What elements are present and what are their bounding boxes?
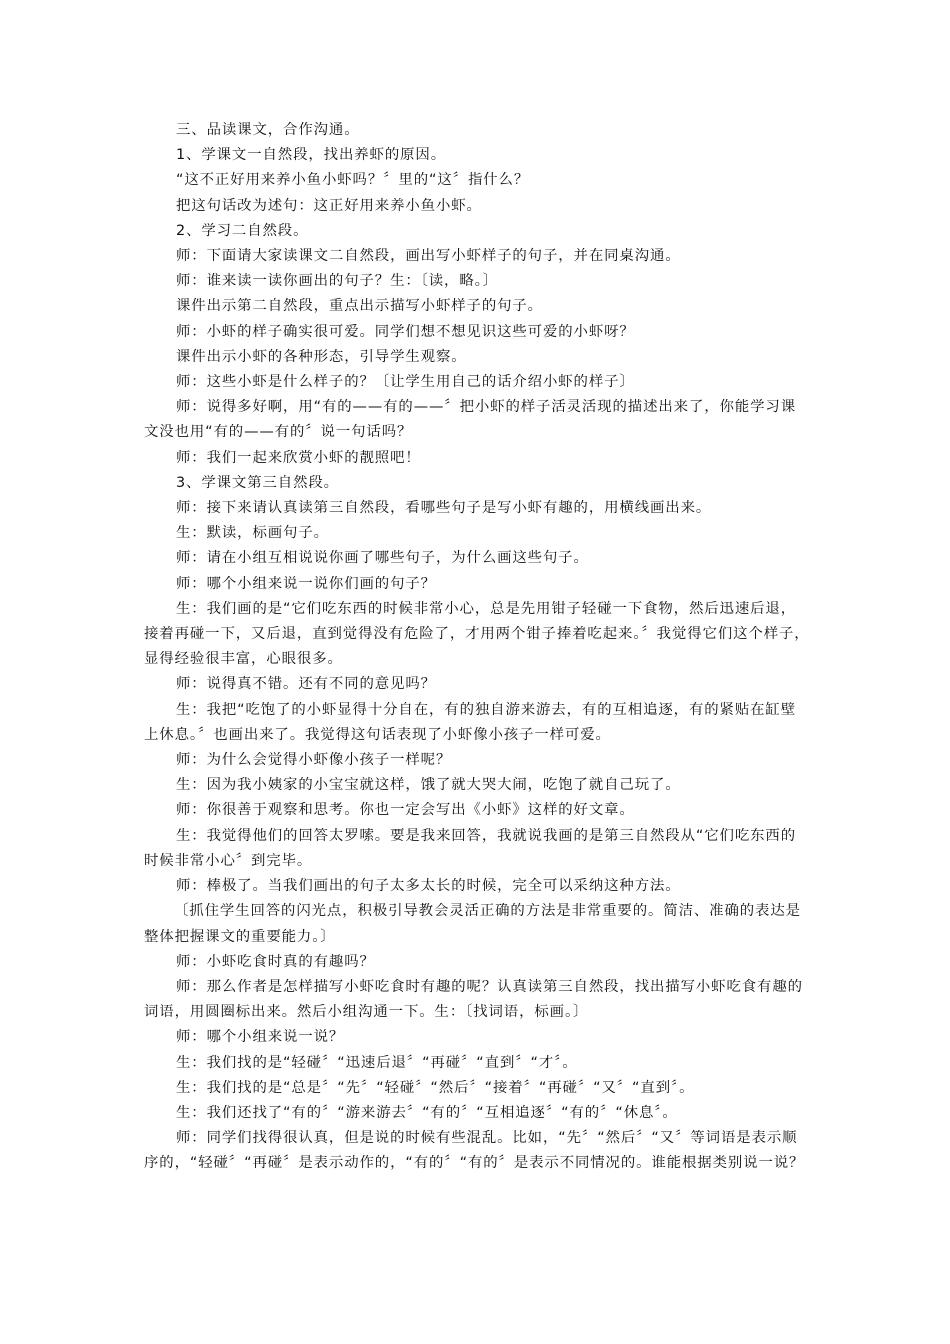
paragraph: 生：我觉得他们的回答太罗嗦。要是我来回答，我就说我画的是第三自然段从“它们吃东西的时候非常小心〞到完毕。: [144, 827, 796, 869]
paragraph: 师：下面请大家读课文二自然段，画出写小虾样子的句子，并在同桌沟通。: [176, 248, 681, 265]
teaching-note: 〔抓住学生回答的闪光点，积极引导教会灵活正确的方法是非常重要的。简洁、准确的表达是整体把握课文的重要能力。〕: [144, 903, 801, 945]
paragraph: 生：默读，标画句子。: [176, 525, 329, 542]
paragraph: 师：请在小组互相说说你画了哪些句子，为什么画这些句子。: [176, 550, 589, 567]
section-heading: 三、品读课文，合作沟通。: [176, 122, 360, 138]
paragraph: 师：哪个小组来说一说你们画的句子？: [176, 575, 436, 592]
paragraph: 师：接下来请认真读第三自然段，看哪些句子是写小虾有趣的，用横线画出来。: [176, 500, 712, 517]
paragraph: 师：说得多好啊，用“有的——有的——〞把小虾的样子活灵活现的描述出来了，你能学习课文没也用“有的——有的〞说一句话吗？: [144, 399, 796, 441]
paragraph: 师：为什么会觉得小虾像小孩子一样呢？: [176, 752, 452, 769]
paragraph: 生：我们画的是“它们吃东西的时候非常小心，总是先用钳子轻碰一下食物，然后迅速后退，接着再碰一下，又后退，直到觉得没有危险了，才用两个钳子捧着吃起来。〞我觉得它们这个样子，显得经验很丰富，心眼很多。: [144, 600, 810, 668]
paragraph: 师：小虾的样子确实很可爱。同学们想不想见识这些可爱的小虾呀？: [176, 323, 635, 340]
paragraph: 师：谁来读一读你画出的句子？生：〔读，略。〕: [176, 273, 498, 290]
paragraph: 生：我们找的是“总是〞“先〞“轻碰〞“然后〞“接着〞“再碰〞“又〞“直到〞。: [176, 1079, 695, 1096]
paragraph: 师：哪个小组来说一说？: [176, 1029, 345, 1046]
document-body: [144, 118, 810, 1177]
paragraph: 师：这些小虾是什么样子的？〔让学生用自己的话介绍小虾的样子〕: [176, 374, 635, 391]
paragraph: 生：因为我小姨家的小宝宝就这样，饿了就大哭大闹，吃饱了就自己玩了。: [176, 777, 681, 794]
paragraph: 把这句话改为述句：这正好用来养小鱼小虾。: [176, 197, 482, 214]
paragraph: “这不正好用来养小鱼小虾吗？〞里的“这〞指什么？: [176, 172, 530, 189]
paragraph: 2、学习二自然段。: [176, 222, 309, 239]
paragraph: 课件出示小虾的各种形态，引导学生观察。: [176, 348, 467, 365]
paragraph: 师：同学们找得很认真，但是说的时候有些混乱。比如，“先〞“然后〞“又〞等词语是表示顺序的，“轻碰〞“再碰〞是表示动作的，“有的〞“有的〞是表示不同情况的。谁能根据类别说一说？: [144, 1130, 805, 1172]
paragraph: 生：我把“吃饱了的小虾显得十分自在，有的独自游来游去，有的互相追逐，有的紧贴在缸壁上休息。〞也画出来了。我觉得这句话表现了小虾像小孩子一样可爱。: [144, 701, 796, 743]
paragraph: 师：你很善于观察和思考。你也一定会写出《小虾》这样的好文章。: [176, 802, 635, 819]
paragraph: 师：小虾吃食时真的有趣吗？: [176, 953, 375, 970]
paragraph: 生：我们找的是“轻碰〞“迅速后退〞“再碰〞“直到〞“才〞。: [176, 1054, 578, 1071]
paragraph: 师：那么作者是怎样描写小虾吃食时有趣的呢？认真读第三自然段，找出描写小虾吃食有趣的词语，用圆圈标出来。然后小组沟通一下。生：〔找词语，标画。〕: [144, 978, 803, 1021]
paragraph: 3、学课文第三自然段。: [176, 474, 339, 491]
paragraph: 师：棒极了。当我们画出的句子太多太长的时候，完全可以采纳这种方法。: [176, 878, 681, 895]
paragraph: 师：说得真不错。还有不同的意见吗？: [176, 676, 436, 693]
paragraph: 师：我们一起来欣赏小虾的靓照吧！: [176, 449, 421, 466]
paragraph: 1、学课文一自然段，找出养虾的原因。: [176, 147, 446, 164]
paragraph: 生：我们还找了“有的〞“游来游去〞“有的〞“互相追逐〞“有的〞“休息〞。: [176, 1104, 678, 1121]
paragraph: 课件出示第二自然段，重点出示描写小虾样子的句子。: [176, 298, 543, 315]
